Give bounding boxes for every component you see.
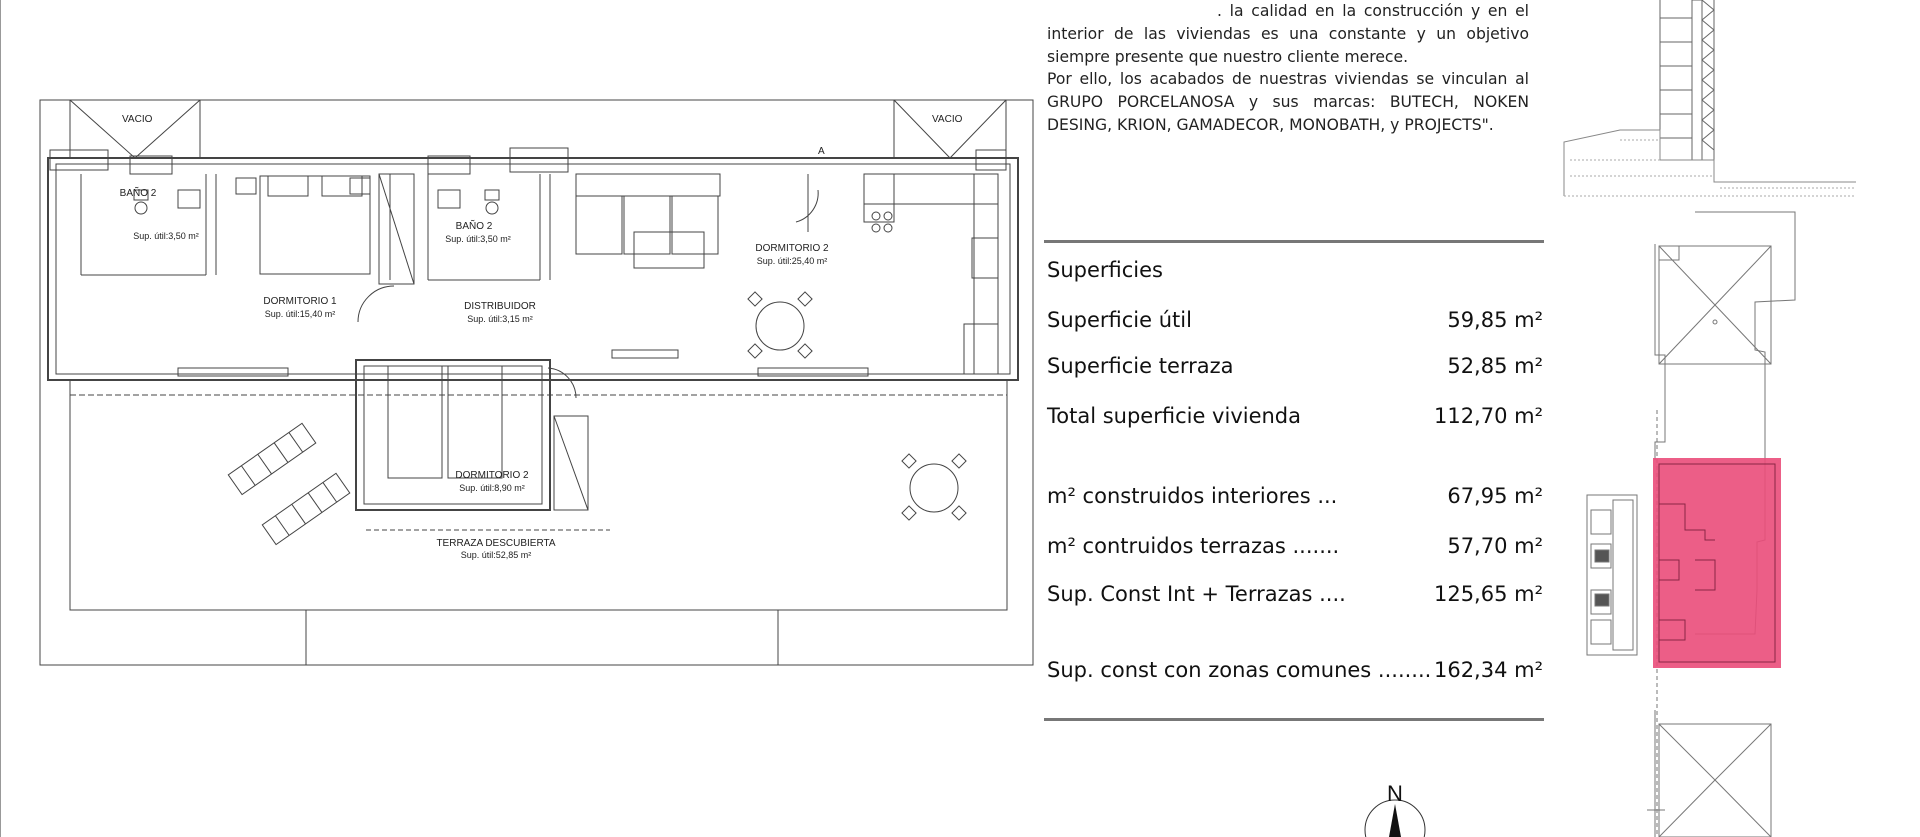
compass-north-label: N — [1387, 781, 1403, 806]
description-paragraph-2: Por ello, los acabados de nuestras viviendas se vinculan al GRUPO PORCELANOSA y sus marcas: BUTECH, NOKEN DESING, KRION, GAMADECOR, MONOBATH, y PROJECTS". — [1047, 70, 1529, 134]
surface-label: Sup. const con zonas comunes ........ — [1047, 658, 1432, 682]
surface-value: 112,70 m² — [1433, 404, 1543, 428]
room-area-distribuidor: Sup. útil:3,15 m² — [467, 314, 533, 324]
room-name-dormitorio-2: DORMITORIO 2 — [755, 243, 829, 254]
surfaces-title: Superficies — [1047, 258, 1163, 282]
surface-row — [1047, 308, 1543, 334]
description-paragraph-1: . la calidad en la construcción y en el interior de las viviendas es una constante y un objetivo siempre presente que nuestro cliente merece. — [1047, 2, 1529, 66]
section-elevation — [1560, 0, 1860, 200]
surface-row — [1047, 582, 1543, 608]
room-name-distribuidor: DISTRIBUIDOR — [464, 301, 536, 312]
room-name-terraza: TERRAZA DESCUBIERTA — [436, 538, 556, 549]
surface-label: Sup. Const Int + Terrazas .... — [1047, 582, 1346, 606]
site-plan — [1575, 210, 1815, 837]
surface-row — [1047, 404, 1543, 430]
surface-row — [1047, 658, 1543, 684]
north-compass — [1355, 778, 1435, 837]
room-name-dormitorio-1: DORMITORIO 1 — [263, 296, 337, 307]
surface-row — [1047, 484, 1543, 510]
surface-label: Superficie útil — [1047, 308, 1192, 332]
surface-row — [1047, 354, 1543, 380]
plan-outer-frame — [40, 100, 1033, 665]
surface-value: 52,85 m² — [1447, 354, 1543, 378]
unit-highlight — [1653, 458, 1781, 668]
section-mark: A — [818, 146, 825, 157]
surface-label: Superficie terraza — [1047, 354, 1234, 378]
room-area-bano-right: Sup. útil:3,50 m² — [445, 234, 511, 244]
terrace-outline — [70, 380, 1007, 610]
room-area-dormitorio-2-small: Sup. útil:8,90 m² — [459, 483, 525, 493]
room-name-dormitorio-2-small: DORMITORIO 2 — [455, 470, 529, 481]
surface-value: 59,85 m² — [1447, 308, 1543, 332]
bottom-rule — [1044, 718, 1544, 721]
vacio-left-label: VACIO — [122, 114, 153, 125]
surface-label: m² contruidos terrazas ....... — [1047, 534, 1340, 558]
room-name-bano-right: BAÑO 2 — [455, 221, 493, 232]
room-area-terraza: Sup. útil:52,85 m² — [460, 550, 532, 560]
floor-plan — [38, 98, 1036, 668]
surface-value: 57,70 m² — [1447, 534, 1543, 558]
surface-value: 125,65 m² — [1433, 582, 1543, 606]
room-area-bano-left: Sup. útil:3,50 m² — [133, 231, 199, 241]
surface-value: 162,34 m² — [1433, 658, 1543, 682]
top-rule — [1044, 240, 1544, 243]
vacio-right-label: VACIO — [932, 114, 963, 125]
room-name-bano-left: BAÑO 2 — [119, 188, 157, 199]
surface-label: m² construidos interiores ... — [1047, 484, 1338, 508]
room-area-dormitorio-1: Sup. útil:15,40 m² — [264, 309, 336, 319]
surface-value: 67,95 m² — [1447, 484, 1543, 508]
surface-label: Total superficie vivienda — [1047, 404, 1302, 428]
surface-row — [1047, 534, 1543, 560]
room-area-dormitorio-2: Sup. útil:25,40 m² — [756, 256, 828, 266]
page-edge — [0, 0, 1, 837]
description-block — [1047, 0, 1529, 137]
